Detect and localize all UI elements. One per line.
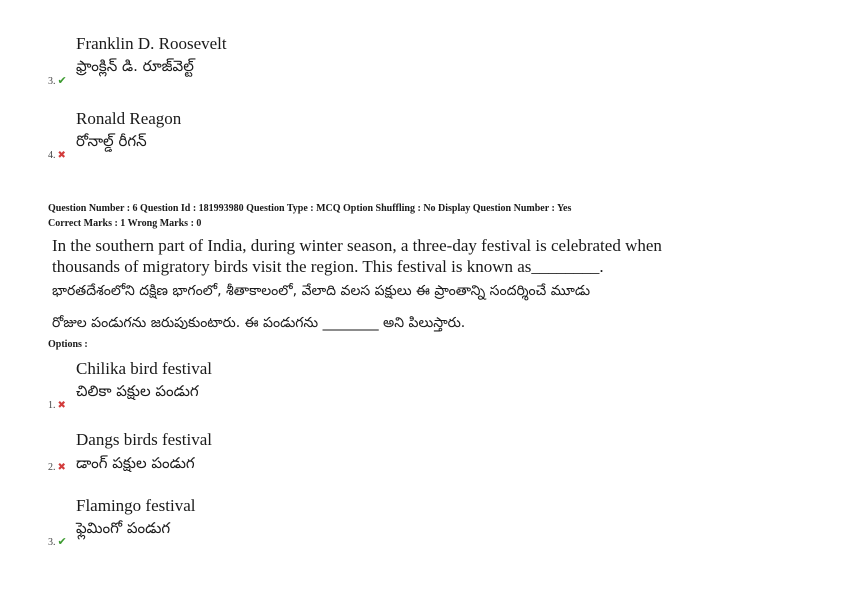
- prev-option-4-number: [48, 150, 66, 162]
- option-3-number: [48, 536, 67, 549]
- prev-option-4-english: Ronald Reagon: [76, 109, 182, 128]
- option-1-english: Chilika bird festival: [76, 359, 212, 378]
- option-1-telugu: చిలికా పక్షుల పండుగ: [76, 382, 199, 400]
- question-meta-line: Question Number : 6 Question Id : 181993980 Question Type : MCQ Option Shuffling : No Display Question Number : Yes: [48, 203, 572, 214]
- option-2-english: Dangs birds festival: [76, 430, 212, 449]
- prev-option-4-telugu: రోనాల్డ్ రీగన్: [76, 132, 147, 150]
- option-2-number: [48, 462, 66, 474]
- option-number-label: 3.: [48, 537, 56, 548]
- wrong-cross-icon: ✖: [57, 462, 66, 473]
- prev-option-3-english: Franklin D. Roosevelt: [76, 34, 227, 53]
- option-number-label: 3.: [48, 76, 56, 87]
- correct-check-icon: ✔: [57, 536, 67, 548]
- option-1-number: [48, 400, 66, 412]
- option-2-telugu: డాంగ్ పక్షుల పండుగ: [76, 454, 195, 472]
- correct-check-icon: ✔: [57, 75, 67, 87]
- prev-option-3-number: [48, 75, 67, 88]
- question-text-english-line1: In the southern part of India, during winter season, a three-day festival is celebrated when: [52, 236, 662, 255]
- options-label: Options :: [48, 339, 88, 350]
- question-text-telugu-line2: రోజుల పండుగను జరుపుకుంటారు. ఈ పండుగను ________ అని పిలుస్తారు.: [52, 315, 466, 331]
- option-3-english: Flamingo festival: [76, 496, 196, 515]
- option-number-label: 4.: [48, 150, 56, 161]
- wrong-cross-icon: ✖: [57, 400, 66, 411]
- question-marks-line: Correct Marks : 1 Wrong Marks : 0: [48, 218, 202, 229]
- wrong-cross-icon: ✖: [57, 150, 66, 161]
- option-3-telugu: ఫ్లెమింగో పండుగ: [76, 519, 171, 537]
- prev-option-3-telugu: ఫ్రాంక్లిన్ డి. రూజ్‌వెల్ట్: [76, 57, 194, 75]
- question-text-english-line2: thousands of migratory birds visit the region. This festival is known as________.: [52, 257, 604, 276]
- question-text-telugu-line1: భారతదేశంలోని దక్షిణ భాగంలో, శీతాకాలంలో, వేలాది వలస పక్షులు ఈ ప్రాంతాన్ని సందర్శించే మూడు: [52, 283, 591, 299]
- option-number-label: 2.: [48, 462, 56, 473]
- option-number-label: 1.: [48, 400, 56, 411]
